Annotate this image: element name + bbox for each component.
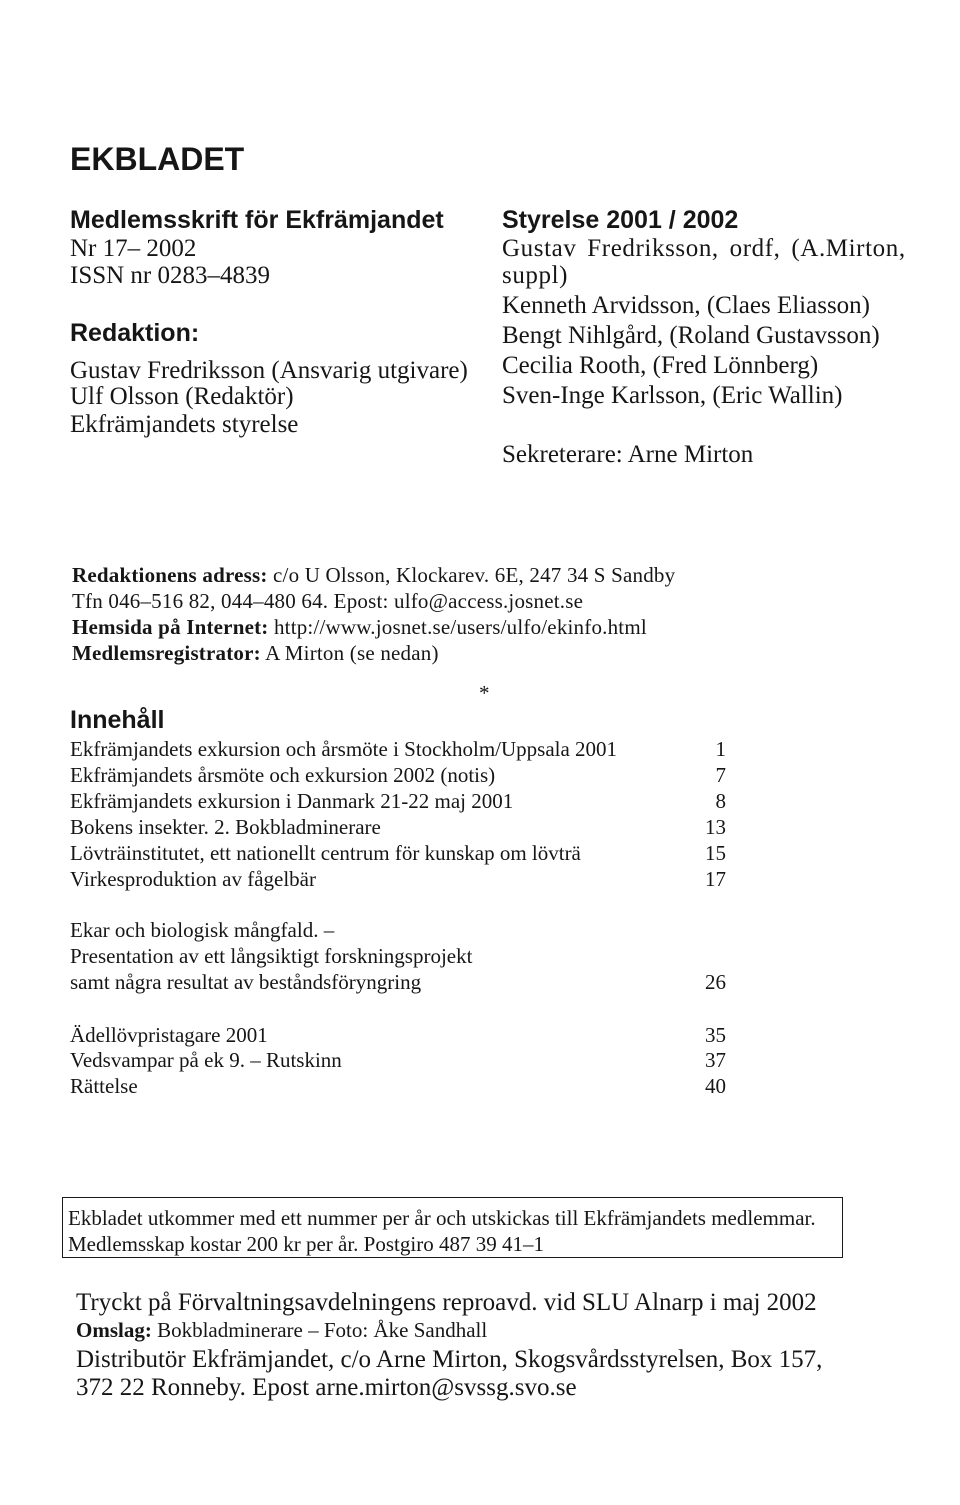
board-secretary: Sekreterare: Arne Mirton	[502, 441, 754, 468]
contents-heading: Innehåll	[70, 706, 165, 734]
registrar-value: A Mirton (se nedan)	[265, 641, 439, 665]
board-member: Kenneth Arvidsson, (Claes Eliasson)	[502, 292, 871, 319]
toc-entry-title: Bokens insekter. 2. Bokbladminerare	[70, 815, 381, 839]
toc-entry-page: 8	[715, 789, 726, 813]
toc-entry-page: 1	[715, 737, 726, 761]
toc-entry-page: 17	[705, 867, 726, 891]
toc-entry-title: Rättelse	[70, 1074, 138, 1098]
toc-entry-title: Vedsvampar på ek 9. – Rutskinn	[70, 1048, 342, 1072]
toc-entry	[70, 1073, 726, 1099]
toc-entry-title: samt några resultat av beståndsföryngring	[70, 970, 422, 994]
website-line	[72, 617, 647, 638]
toc-entry	[70, 1047, 726, 1073]
toc-entry	[70, 840, 726, 866]
editorial-heading: Redaktion:	[70, 319, 200, 347]
toc-entry	[70, 1022, 726, 1048]
toc-entry	[70, 736, 726, 762]
address-value: c/o U Olsson, Klockarev. 6E, 247 34 S Sandby	[273, 563, 676, 587]
board-member: Bengt Nihlgård, (Roland Gustavsson)	[502, 322, 880, 349]
toc-entry-page: 37	[705, 1048, 726, 1072]
toc-entry-page: 7	[715, 763, 726, 787]
board-heading: Styrelse 2001 / 2002	[502, 206, 739, 234]
toc-entry	[70, 762, 726, 788]
website-label: Hemsida på Internet:	[72, 615, 269, 639]
notice-line: Medlemsskap kostar 200 kr per år. Postgiro 487 39 41–1	[68, 1232, 544, 1256]
address-line	[72, 565, 675, 586]
toc-entry-title: Virkesproduktion av fågelbär	[70, 867, 316, 891]
toc-entry-title: Ekfrämjandets årsmöte och exkursion 2002 (notis)	[70, 763, 496, 787]
toc-entry-title: Ekar och biologisk mångfald. –	[70, 918, 335, 942]
toc-entry-title: Ekfrämjandets exkursion och årsmöte i Stockholm/Uppsala 2001	[70, 737, 618, 761]
issue-number: Nr 17– 2002	[70, 235, 197, 262]
editorial-member: Gustav Fredriksson (Ansvarig utgivare)	[70, 357, 468, 384]
phone-email-line: Tfn 046–516 82, 044–480 64. Epost: ulfo@access.josnet.se	[72, 589, 584, 613]
cover-value: Bokbladminerare – Foto: Åke Sandhall	[157, 1318, 488, 1342]
editorial-member: Ulf Olsson (Redaktör)	[70, 383, 294, 410]
toc-entry-page: 35	[705, 1023, 726, 1047]
toc-entry	[70, 917, 726, 995]
toc-entry-page: 40	[705, 1074, 726, 1098]
toc-entry-page: 15	[705, 841, 726, 865]
print-info: Tryckt på Förvaltningsavdelningens reproavd. vid SLU Alnarp i maj 2002	[76, 1289, 817, 1316]
notice-line: Ekbladet utkommer med ett nummer per år och utskickas till Ekfrämjandets medlemmar.	[68, 1206, 816, 1230]
board-member: Gustav Fredriksson, ordf, (A.Mirton,	[502, 235, 906, 262]
toc-entry-page: 26	[705, 970, 726, 994]
section-separator: *	[479, 681, 490, 705]
toc-entry	[70, 814, 726, 840]
toc-entry-title: Ädellövpristagare 2001	[70, 1023, 268, 1047]
masthead-title: EKBLADET	[70, 141, 245, 177]
address-label: Redaktionens adress:	[72, 563, 268, 587]
board-member: Sven-Inge Karlsson, (Eric Wallin)	[502, 382, 843, 409]
issn-number: ISSN nr 0283–4839	[70, 262, 271, 289]
board-member: Cecilia Rooth, (Fred Lönnberg)	[502, 352, 819, 379]
editorial-member: Ekfrämjandets styrelse	[70, 411, 299, 438]
distributor-line: Distributör Ekfrämjandet, c/o Arne Mirton, Skogsvårdsstyrelsen, Box 157,	[76, 1346, 823, 1373]
toc-entry-title: Ekfrämjandets exkursion i Danmark 21-22 maj 2001	[70, 789, 514, 813]
registrar-line	[72, 643, 439, 664]
toc-entry-page: 13	[705, 815, 726, 839]
registrar-label: Medlemsregistrator:	[72, 641, 261, 665]
publication-subtitle: Medlemsskrift för Ekfrämjandet	[70, 206, 444, 234]
website-url: http://www.josnet.se/users/ulfo/ekinfo.html	[273, 615, 647, 639]
membership-notice-box	[62, 1197, 843, 1258]
distributor-line: 372 22 Ronneby. Epost arne.mirton@svssg.svo.se	[76, 1374, 577, 1401]
toc-entry	[70, 866, 726, 892]
board-member: suppl)	[502, 262, 569, 289]
toc-entry	[70, 788, 726, 814]
toc-entry-title: Presentation av ett långsiktigt forskningsprojekt	[70, 944, 473, 968]
cover-label: Omslag:	[76, 1318, 152, 1342]
toc-entry-title: Lövträinstitutet, ett nationellt centrum för kunskap om lövträ	[70, 841, 581, 865]
cover-credit	[76, 1320, 487, 1341]
